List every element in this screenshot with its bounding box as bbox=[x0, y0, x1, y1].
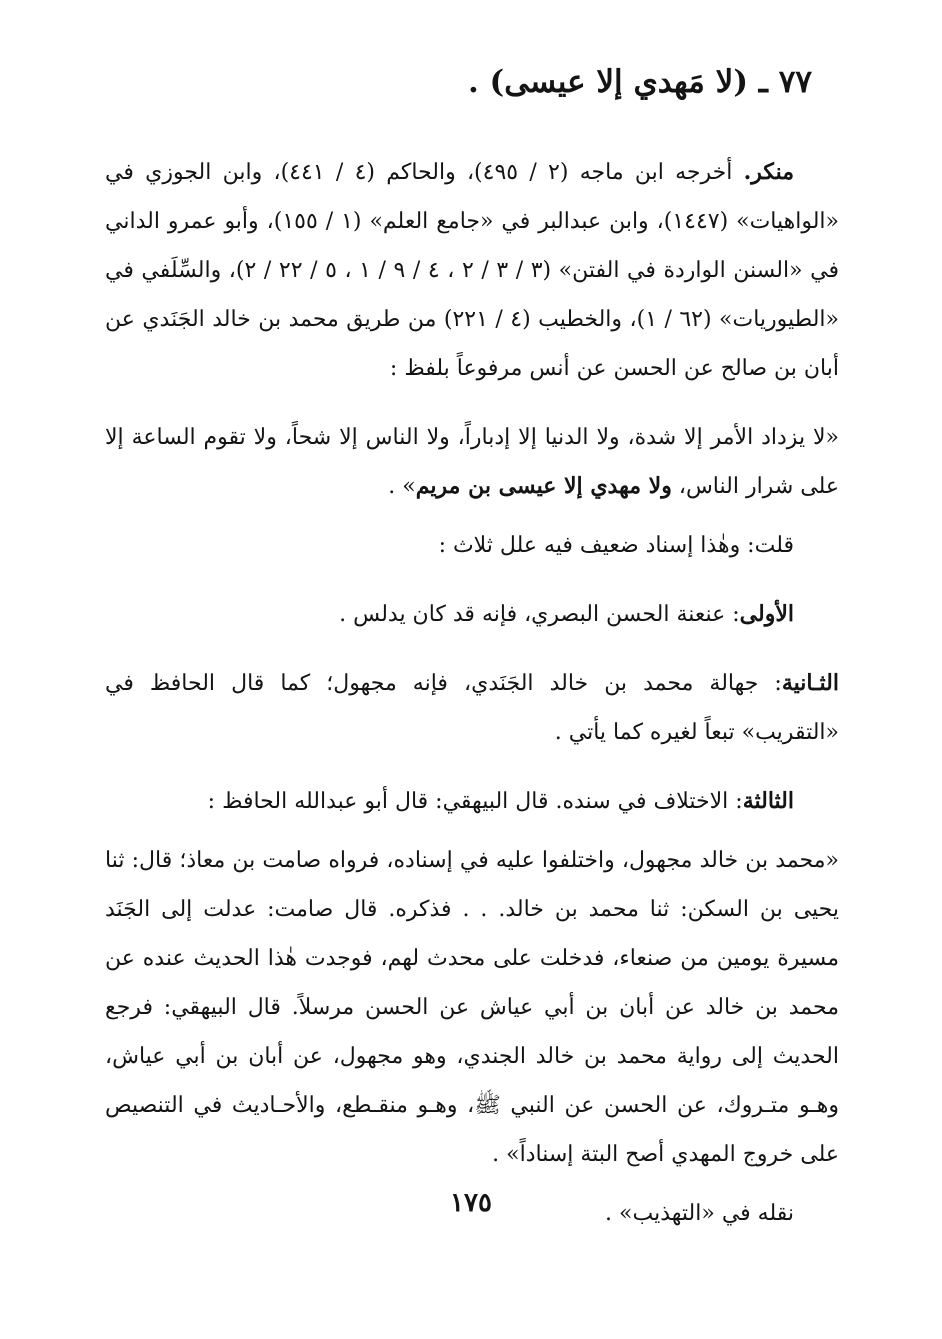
first-defect-label: الأولى bbox=[739, 601, 794, 627]
paragraph-bayhaqi-quote: «محمد بن خالد مجهول، واختلفوا عليه في إسناده، فرواه صامت بن معاذ؛ قال: ثنا يحيى بن السكن: ثنا محمد بن خالد. . . فذكره. قال صامت: عدلت إلى الجَنَد مسيرة يومين من صنعاء، فدخلت على محدث لهم، فوجدت هٰذا الحديث عنده عن محمد بن خالد عن أبان بن أبي عياش عن الحسن مرسلاً. قال البيهقي: فرجع الحديث إلى رواية محمد بن خالد الجندي، وهو مجهول، عن أبان بن أبي عياش، وهـو متـروك، عن الحسن عن النبي ﷺ، وهـو منقـطع، والأحـاديث في التنصيص على خروج المهدي أصح البتة إسناداً» . bbox=[105, 848, 839, 1167]
hadith-title: ٧٧ ـ (لا مَهدي إلا عيسى) . bbox=[467, 64, 812, 100]
second-defect-text: : جهالة محمد بن خالد الجَنَدي، فإنه مجهول؛ كما قال الحافظ في «التقريب» تبعاً لغيره كما يأتي . bbox=[105, 671, 839, 745]
verdict-label: منكر. bbox=[743, 159, 794, 185]
paragraph-source-note: نقله في «التهذيب» . bbox=[605, 1201, 794, 1226]
hadith-text: «لا يزداد الأمر إلا شدة، ولا الدنيا إلا إدباراً، ولا الناس إلا شحاً، ولا تقوم الساعة إلا على شرار الناس، bbox=[105, 425, 839, 499]
paragraph-comment: قلت: وهٰذا إسناد ضعيف فيه علل ثلاث : bbox=[438, 533, 794, 558]
third-defect-label: الثالثة bbox=[742, 788, 794, 814]
takhrij-text: أخرجه ابن ماجه (٢ / ٤٩٥)، والحاكم (٤ / ٤٤١)، وابن الجوزي في «الواهيات» (١٤٤٧)، وابن عبدالبر في «جامع العلم» (١ / ١٥٥)، وأبو عمرو الداني في «السنن الواردة في الفتن» (٣ / ٣ / ٢ ، ٤ / ٩ / ١ ، ٥ / ٢٢ / ٢)، والسِّلَفي في «الطيوريات» (٦٢ / ١)، والخطيب (٤ / ٢٢١) من طريق محمد بن خالد الجَنَدي عن أبان بن صالح عن الحسن عن أنس مرفوعاً بلفظ : bbox=[105, 160, 839, 381]
paragraph-third-defect bbox=[105, 777, 839, 826]
paragraph-hadith-text bbox=[105, 413, 839, 511]
paragraph-takhrij bbox=[105, 148, 839, 393]
hadith-text-end: » . bbox=[388, 474, 416, 499]
second-defect-label: الثـانية bbox=[781, 670, 839, 696]
paragraph-first-defect bbox=[105, 590, 839, 639]
third-defect-text: : الاختلاف في سنده. قال البيهقي: قال أبو عبدالله الحافظ : bbox=[207, 789, 743, 814]
paragraph-second-defect bbox=[105, 659, 839, 757]
page-number: ١٧٥ bbox=[450, 1188, 492, 1218]
page-body bbox=[105, 148, 839, 1238]
hadith-key-phrase: ولا مهدي إلا عيسى بن مريم bbox=[415, 473, 672, 499]
first-defect-text: : عنعنة الحسن البصري، فإنه قد كان يدلس . bbox=[339, 602, 740, 627]
